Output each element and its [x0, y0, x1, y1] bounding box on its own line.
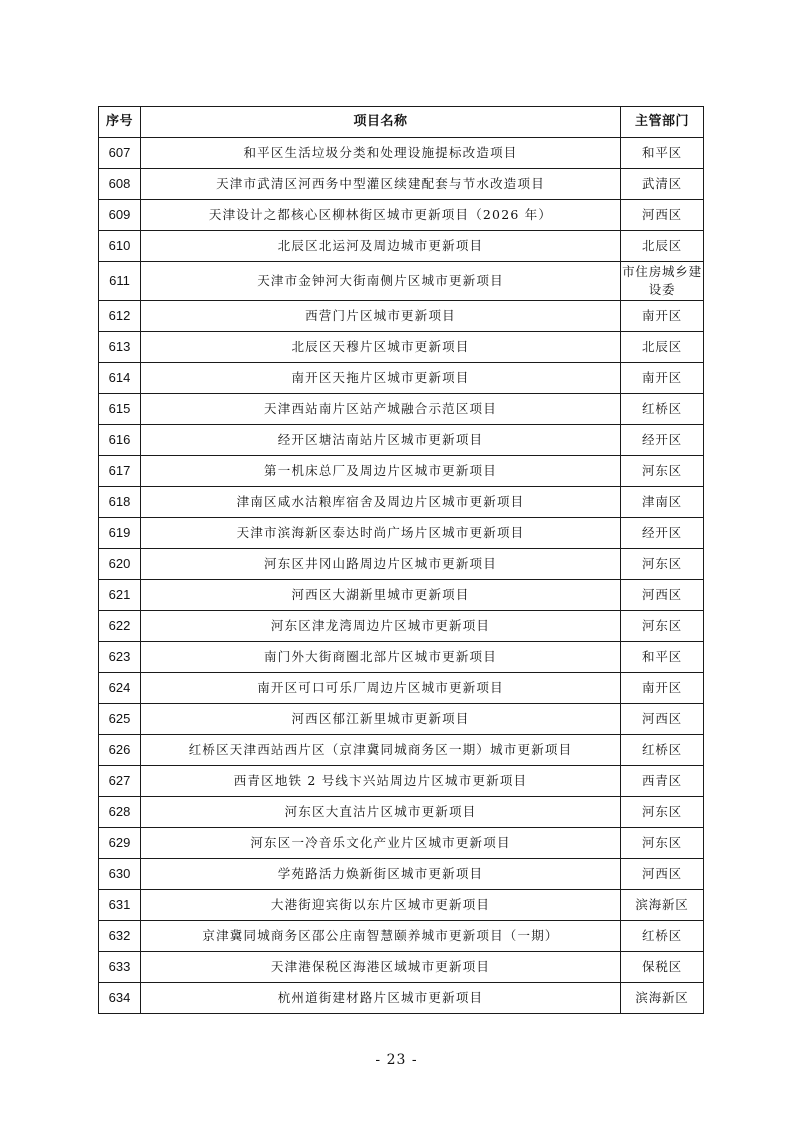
row-department: 武清区: [621, 169, 704, 200]
table-row: [99, 983, 704, 1014]
row-project-name: 河西区大湖新里城市更新项目: [141, 580, 621, 611]
header-project-name: 项目名称: [141, 107, 621, 138]
row-department: 河东区: [621, 549, 704, 580]
row-project-name: 西青区地铁 2 号线卞兴站周边片区城市更新项目: [141, 766, 621, 797]
row-department: 滨海新区: [621, 890, 704, 921]
table-row: [99, 332, 704, 363]
row-index: 613: [99, 332, 141, 363]
row-department: 红桥区: [621, 394, 704, 425]
row-department: 市住房城乡建设委: [621, 262, 704, 301]
table-row: [99, 169, 704, 200]
table-row: [99, 549, 704, 580]
table-row: [99, 580, 704, 611]
row-department: 北辰区: [621, 332, 704, 363]
row-index: 622: [99, 611, 141, 642]
row-index: 607: [99, 138, 141, 169]
project-table-container: [98, 106, 703, 1014]
row-department: 河西区: [621, 859, 704, 890]
row-project-name: 天津市滨海新区泰达时尚广场片区城市更新项目: [141, 518, 621, 549]
header-index: 序号: [99, 107, 141, 138]
table-row: [99, 138, 704, 169]
row-index: 615: [99, 394, 141, 425]
table-row: [99, 766, 704, 797]
table-row: [99, 301, 704, 332]
row-department: 河东区: [621, 797, 704, 828]
table-row: [99, 797, 704, 828]
row-project-name: 西营门片区城市更新项目: [141, 301, 621, 332]
table-row: [99, 673, 704, 704]
row-department: 河东区: [621, 611, 704, 642]
row-project-name: 河东区一冷音乐文化产业片区城市更新项目: [141, 828, 621, 859]
row-project-name: 和平区生活垃圾分类和处理设施提标改造项目: [141, 138, 621, 169]
row-project-name: 天津市武清区河西务中型灌区续建配套与节水改造项目: [141, 169, 621, 200]
row-index: 627: [99, 766, 141, 797]
row-index: 631: [99, 890, 141, 921]
row-project-name: 河东区井冈山路周边片区城市更新项目: [141, 549, 621, 580]
row-department: 南开区: [621, 301, 704, 332]
row-department: 河东区: [621, 828, 704, 859]
row-department: 和平区: [621, 138, 704, 169]
row-index: 626: [99, 735, 141, 766]
row-index: 608: [99, 169, 141, 200]
row-index: 629: [99, 828, 141, 859]
row-project-name: 杭州道街建材路片区城市更新项目: [141, 983, 621, 1014]
row-index: 621: [99, 580, 141, 611]
table-row: [99, 518, 704, 549]
table-header-row: [99, 107, 704, 138]
row-index: 619: [99, 518, 141, 549]
row-department: 河西区: [621, 580, 704, 611]
row-department: 保税区: [621, 952, 704, 983]
row-index: 624: [99, 673, 141, 704]
row-project-name: 河西区郁江新里城市更新项目: [141, 704, 621, 735]
project-table: [98, 106, 704, 1014]
row-department: 经开区: [621, 425, 704, 456]
table-row: [99, 704, 704, 735]
table-row: [99, 394, 704, 425]
row-department: 河西区: [621, 200, 704, 231]
page-number: - 23 -: [375, 1052, 418, 1068]
row-department: 津南区: [621, 487, 704, 518]
row-project-name: 经开区塘沽南站片区城市更新项目: [141, 425, 621, 456]
row-index: 614: [99, 363, 141, 394]
table-row: [99, 200, 704, 231]
row-index: 618: [99, 487, 141, 518]
table-row: [99, 611, 704, 642]
table-body: [99, 138, 704, 1014]
row-project-name: 天津港保税区海港区域城市更新项目: [141, 952, 621, 983]
row-index: 634: [99, 983, 141, 1014]
table-row: [99, 456, 704, 487]
row-project-name: 第一机床总厂及周边片区城市更新项目: [141, 456, 621, 487]
row-department: 滨海新区: [621, 983, 704, 1014]
table-row: [99, 487, 704, 518]
row-index: 609: [99, 200, 141, 231]
row-department: 南开区: [621, 363, 704, 394]
row-department: 经开区: [621, 518, 704, 549]
row-project-name: 河东区津龙湾周边片区城市更新项目: [141, 611, 621, 642]
row-project-name: 北辰区天穆片区城市更新项目: [141, 332, 621, 363]
row-project-name: 河东区大直沽片区城市更新项目: [141, 797, 621, 828]
row-index: 623: [99, 642, 141, 673]
row-index: 632: [99, 921, 141, 952]
table-row: [99, 828, 704, 859]
table-row: [99, 425, 704, 456]
row-index: 625: [99, 704, 141, 735]
row-department: 和平区: [621, 642, 704, 673]
row-index: 616: [99, 425, 141, 456]
row-department: 南开区: [621, 673, 704, 704]
row-project-name: 大港街迎宾街以东片区城市更新项目: [141, 890, 621, 921]
row-project-name: 北辰区北运河及周边城市更新项目: [141, 231, 621, 262]
table-row: [99, 363, 704, 394]
row-project-name: 京津冀同城商务区邵公庄南智慧颐养城市更新项目（一期）: [141, 921, 621, 952]
row-index: 611: [99, 262, 141, 301]
table-row: [99, 231, 704, 262]
row-index: 620: [99, 549, 141, 580]
table-row: [99, 859, 704, 890]
row-index: 630: [99, 859, 141, 890]
table-row: [99, 890, 704, 921]
row-project-name: 红桥区天津西站西片区（京津冀同城商务区一期）城市更新项目: [141, 735, 621, 766]
row-index: 610: [99, 231, 141, 262]
header-department: 主管部门: [621, 107, 704, 138]
row-department: 河东区: [621, 456, 704, 487]
table-row: [99, 642, 704, 673]
row-index: 617: [99, 456, 141, 487]
row-project-name: 天津设计之都核心区柳林街区城市更新项目（2026 年）: [141, 200, 621, 231]
row-project-name: 南开区天拖片区城市更新项目: [141, 363, 621, 394]
row-project-name: 天津西站南片区站产城融合示范区项目: [141, 394, 621, 425]
row-department: 北辰区: [621, 231, 704, 262]
row-department: 河西区: [621, 704, 704, 735]
row-index: 628: [99, 797, 141, 828]
table-row: [99, 735, 704, 766]
table-row: [99, 952, 704, 983]
table-row: [99, 262, 704, 301]
table-row: [99, 921, 704, 952]
row-department: 红桥区: [621, 921, 704, 952]
row-project-name: 南门外大街商圈北部片区城市更新项目: [141, 642, 621, 673]
row-index: 612: [99, 301, 141, 332]
row-index: 633: [99, 952, 141, 983]
row-department: 红桥区: [621, 735, 704, 766]
row-project-name: 南开区可口可乐厂周边片区城市更新项目: [141, 673, 621, 704]
row-department: 西青区: [621, 766, 704, 797]
row-project-name: 学苑路活力焕新街区城市更新项目: [141, 859, 621, 890]
row-project-name: 天津市金钟河大街南侧片区城市更新项目: [141, 262, 621, 301]
row-project-name: 津南区咸水沽粮库宿舍及周边片区城市更新项目: [141, 487, 621, 518]
